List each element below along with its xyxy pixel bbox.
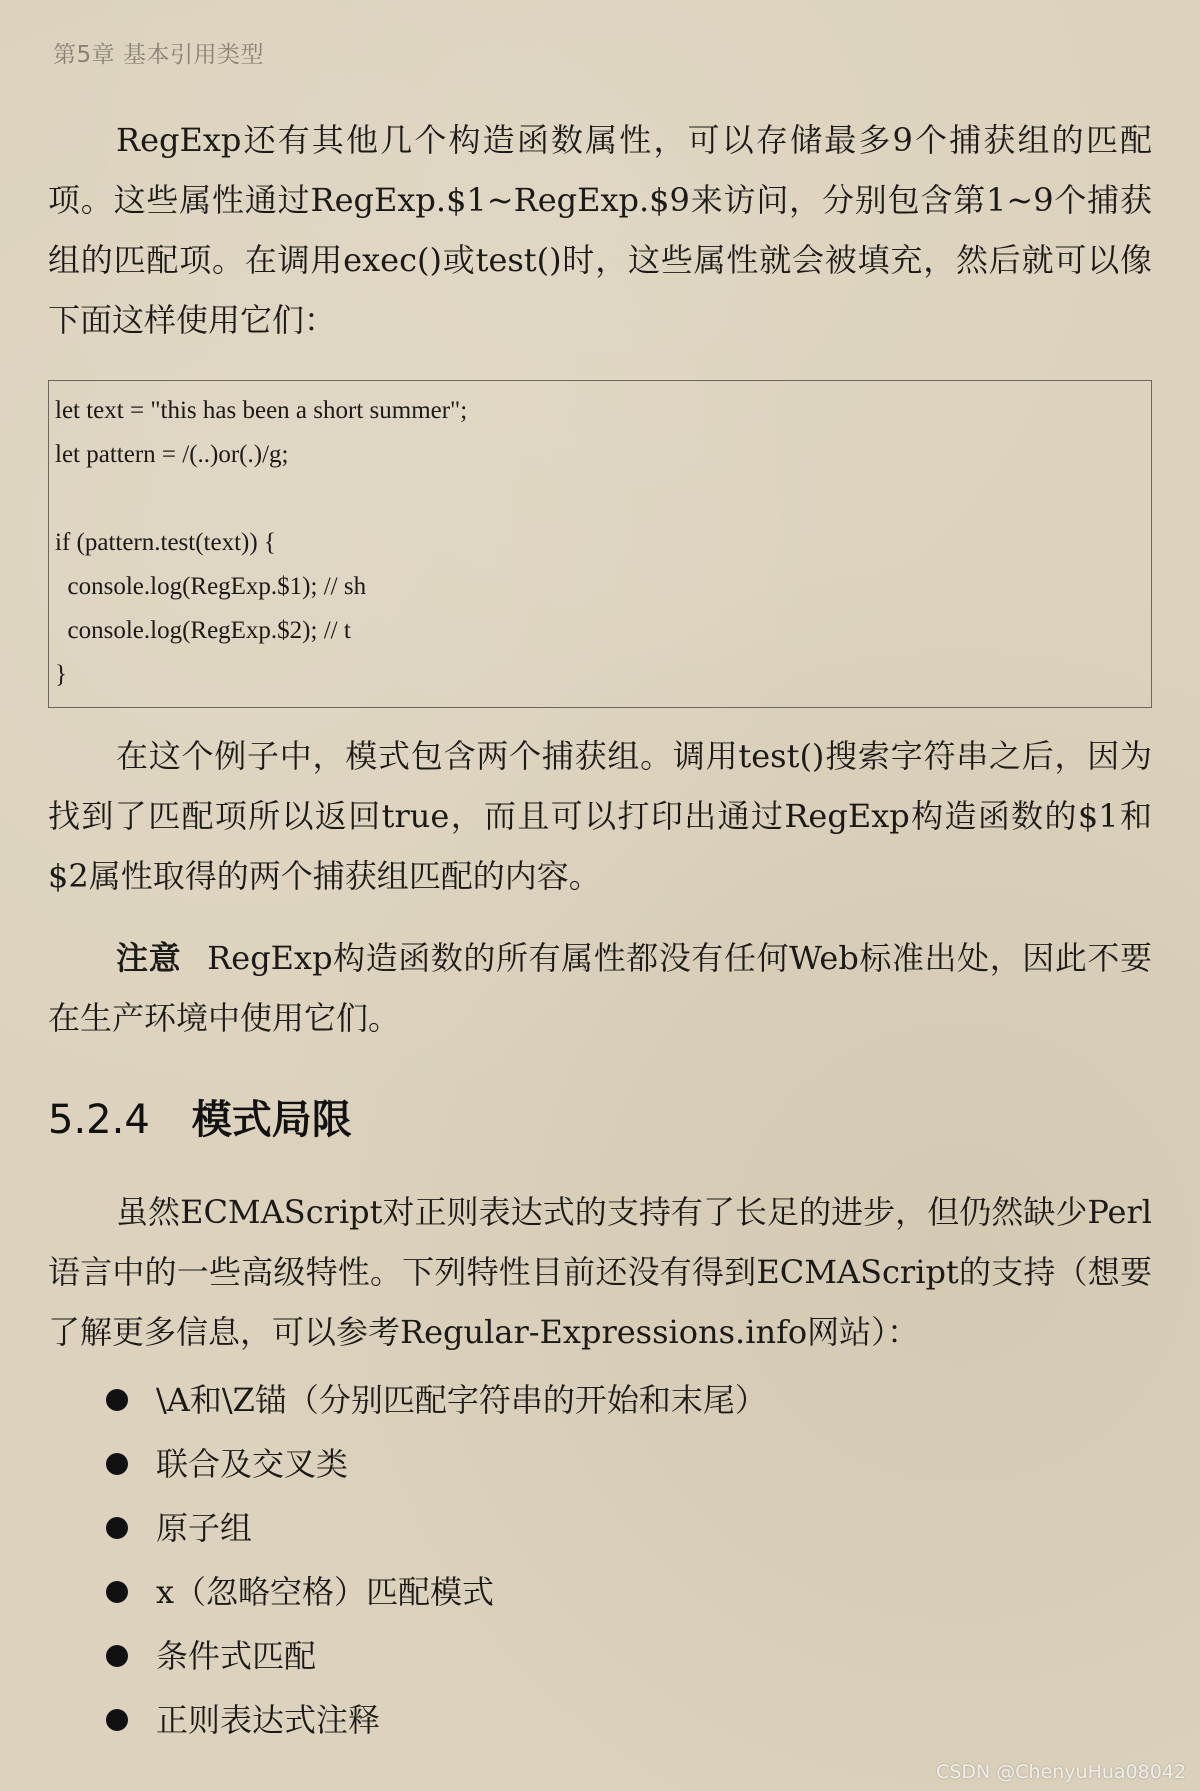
- note-paragraph: [48, 928, 1152, 1048]
- code-line: [55, 477, 1145, 521]
- list-item-text: x（忽略空格）匹配模式: [156, 1573, 495, 1611]
- section-title: 模式局限: [191, 1097, 352, 1143]
- list-item-text: 条件式匹配: [156, 1637, 317, 1675]
- list-item-text: \A和\Z锚（分别匹配字符串的开始和末尾）: [156, 1381, 767, 1419]
- list-item: [48, 1560, 1152, 1624]
- list-item: [48, 1432, 1152, 1496]
- intro-paragraph: RegExp还有其他几个构造函数属性，可以存储最多9个捕获组的匹配项。这些属性通过RegExp.$1~RegExp.$9来访问，分别包含第1~9个捕获组的匹配项。在调用exec()或test()时，这些属性就会被填充，然后就可以像下面这样使用它们：: [48, 121, 1152, 339]
- section-intro-paragraph: 虽然ECMAScript对正则表达式的支持有了长足的进步，但仍然缺少Perl语言中的一些高级特性。下列特性目前还没有得到ECMAScript的支持（想要了解更多信息，可以参考Regular-Expressions.info网站）：: [48, 1193, 1152, 1351]
- bullet-icon: [106, 1453, 128, 1475]
- feature-list: [48, 1368, 1152, 1752]
- code-line: console.log(RegExp.$2); // t: [55, 617, 351, 644]
- code-line: let text = "this has been a short summer";: [55, 397, 468, 424]
- bullet-icon: [106, 1645, 128, 1667]
- note-text: RegExp构造函数的所有属性都没有任何Web标准出处，因此不要在生产环境中使用它们。: [48, 939, 1152, 1037]
- note-label: 注意: [116, 939, 182, 977]
- code-line: console.log(RegExp.$1); // sh: [55, 573, 367, 600]
- bullet-icon: [106, 1517, 128, 1539]
- code-line: }: [55, 661, 67, 688]
- running-header: 第5章 基本引用类型: [53, 42, 264, 68]
- bullet-icon: [106, 1389, 128, 1411]
- watermark: CSDN @ChenyuHua08042: [936, 1761, 1186, 1783]
- list-item-text: 正则表达式注释: [156, 1701, 381, 1739]
- code-line: if (pattern.test(text)) {: [55, 529, 276, 556]
- page-content: [48, 110, 1152, 1752]
- bullet-icon: [106, 1581, 128, 1603]
- list-item: [48, 1368, 1152, 1432]
- list-item: [48, 1688, 1152, 1752]
- code-block: [48, 380, 1152, 708]
- explanation-paragraph: 在这个例子中，模式包含两个捕获组。调用test()搜索字符串之后，因为找到了匹配项所以返回true，而且可以打印出通过RegExp构造函数的$1和$2属性取得的两个捕获组匹配的内容。: [48, 737, 1152, 895]
- code-line: let pattern = /(..)or(.)/g;: [55, 441, 289, 468]
- list-item: [48, 1496, 1152, 1560]
- list-item-text: 联合及交叉类: [156, 1445, 349, 1483]
- list-item: [48, 1624, 1152, 1688]
- list-item-text: 原子组: [156, 1509, 253, 1547]
- bullet-icon: [106, 1709, 128, 1731]
- section-heading: [48, 1092, 1152, 1148]
- section-number: 5.2.4: [48, 1097, 150, 1143]
